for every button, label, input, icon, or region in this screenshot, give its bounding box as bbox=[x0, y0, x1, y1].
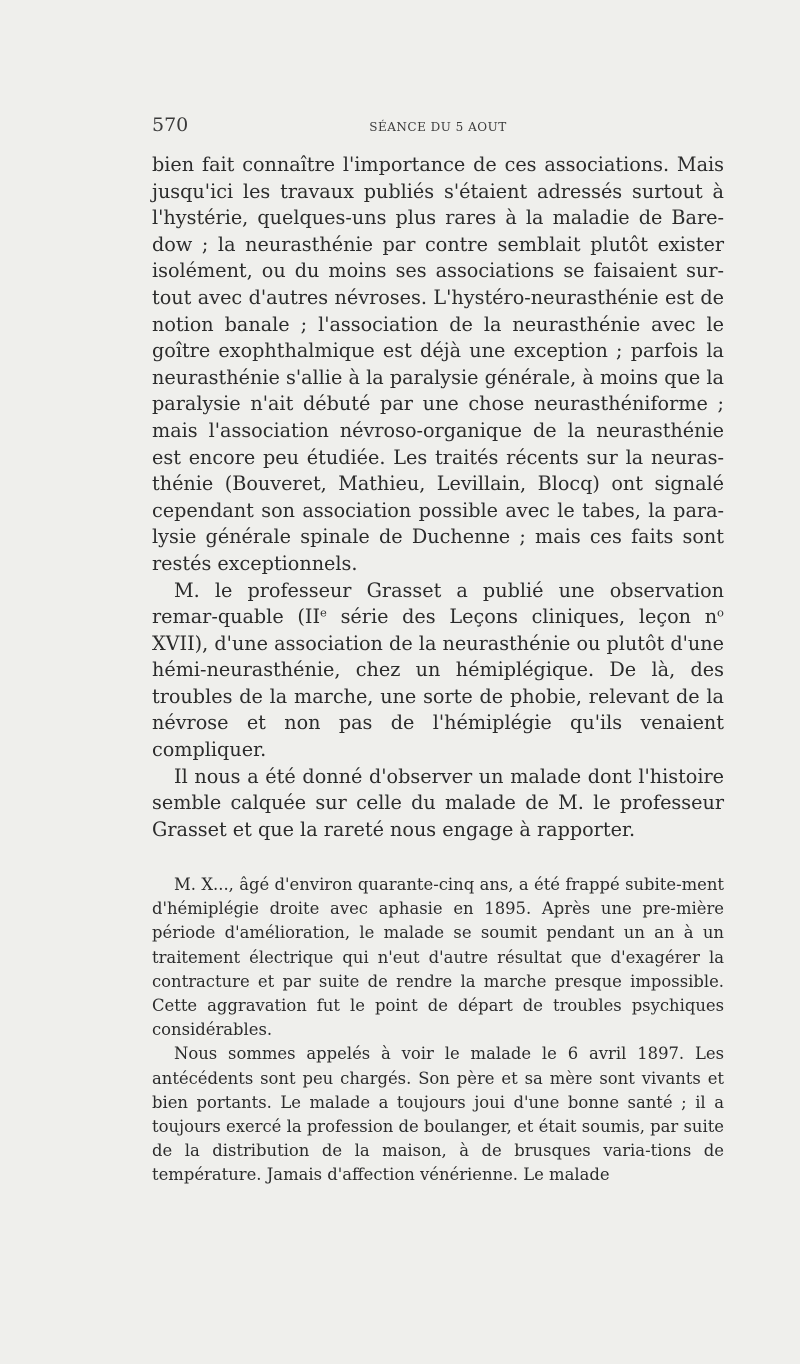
grasset-text-middle: série des Leçons cliniques, leçon n bbox=[326, 605, 718, 629]
observation-text bbox=[152, 873, 724, 1188]
superscript-o: o bbox=[717, 605, 724, 620]
paragraph-associations: bien fait connaître l'importance de ces associations. Mais jusqu'ici les travaux publiés s'étaient adressés surtout à l'hystérie, quelques-uns plus rares à la maladie de Bare-dow ; la neurasthénie par contre semblait plutôt exister isolément, ou du moins ses associations se faisaient sur-tout avec d'autres névroses. L'hystéro-neurasthénie est de notion banale ; l'association de la neurasthénie avec le goître exophthalmique est déjà une exception ; parfois la neurasthénie s'allie à la paralysie générale, à moins que la paralysie n'ait débuté par une chose neurasthéniforme ; mais l'association névroso-organique de la neurasthénie est encore peu étudiée. Les traités récents sur la neuras-thénie (Bouveret, Mathieu, Levillain, Blocq) ont signalé cependant son association possible avec le tabes, la para-lysie générale spinale de Duchenne ; mais ces faits sont restés exceptionnels. bbox=[152, 153, 724, 575]
paragraph-observation-intro: Il nous a été donné d'observer un malade dont l'histoire semble calquée sur celle du malade de M. le professeur Grasset et que la rareté nous engage à rapporter. bbox=[152, 764, 724, 841]
page-header bbox=[152, 114, 724, 140]
grasset-text-start: M. le professeur Grasset a publié une observation remar-quable (II bbox=[152, 578, 724, 629]
grasset-text-end: XVII), d'une association de la neurasthénie ou plutôt d'une hémi-neurasthénie, chez un hémiplégique. De là, des troubles de la marche, une sorte de phobie, relevant de la névrose et non pas de l'hémiplégie qu'ils venaient compliquer. bbox=[152, 631, 724, 762]
paragraph-grasset bbox=[152, 578, 724, 764]
main-text bbox=[152, 152, 724, 843]
running-title: SÉANCE DU 5 AOUT bbox=[369, 120, 507, 134]
observation-paragraph-2: Nous sommes appelés à voir le malade le 6 avril 1897. Les antécédents sont peu chargés. Son père et sa mère sont vivants et bien portants. Le malade a toujours joui d'une bonne santé ; il a toujours exercé la profession de boulanger, et était soumis, par suite de la distribution de la maison, à de brusques varia-tions de température. Jamais d'affection vénérienne. Le malade bbox=[152, 1044, 724, 1185]
observation-paragraph-1: M. X..., âgé d'environ quarante-cinq ans, a été frappé subite-ment d'hémiplégie droite avec aphasie en 1895. Après une pre-mière période d'amélioration, le malade se soumit pendant un an à un traitement électrique qui n'eut d'autre résultat que d'exagérer la contracture et par suite de rendre la marche presque impossible. Cette aggravation fut le point de départ de troubles psychiques considérables. bbox=[152, 875, 724, 1040]
page-number: 570 bbox=[152, 114, 189, 136]
superscript-e: e bbox=[320, 605, 327, 620]
